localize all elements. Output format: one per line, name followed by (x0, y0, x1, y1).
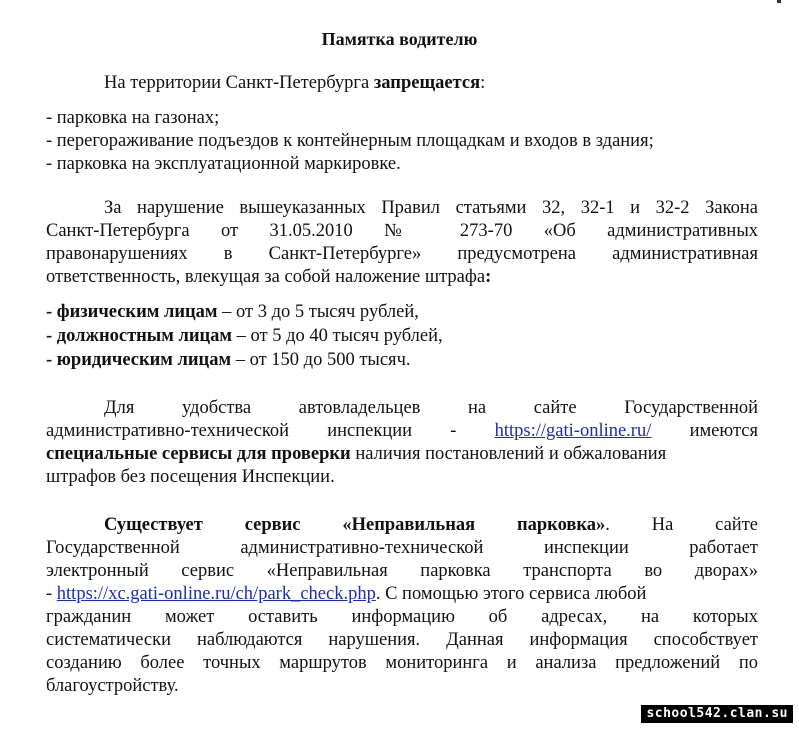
fine-item: - физическим лицам – от 3 до 5 тысяч рублей, (46, 302, 419, 322)
service-line: систематически наблюдаются нарушения. Данная информация способствует (46, 630, 758, 650)
gati-line: специальные сервисы для проверки наличия постановлений и обжалования (46, 444, 667, 464)
service-line: электронный сервис «Неправильная парковка транспорта во дворах» (46, 561, 758, 581)
penalty-line: Санкт-Петербурга от 31.05.2010 № 273-70 «Об административных (46, 221, 758, 241)
penalty-line: За нарушение вышеуказанных Правил статьями 32, 32-1 и 32-2 Закона (104, 198, 758, 218)
prohibited-item: - перегораживание подъездов к контейнерным площадкам и входов в здания; (46, 131, 654, 151)
site-watermark: school542.clan.su (641, 705, 793, 723)
fine-item: - должностным лицам – от 5 до 40 тысяч рублей, (46, 326, 443, 346)
service-line: Государственной административно-технической инспекции работает (46, 538, 758, 558)
penalty-line: правонарушениях в Санкт-Петербурге» предусмотрена административная (46, 244, 758, 264)
gati-line: административно-технической инспекции - https://gati-online.ru/ имеются (46, 421, 758, 441)
scan-mark (777, 0, 781, 3)
intro-bold: запрещается (373, 73, 481, 93)
service-line: - https://xc.gati-online.ru/ch/park_check.php. С помощью этого сервиса любой (46, 584, 647, 604)
fine-item: - юридическим лицам – от 150 до 500 тысяч. (46, 350, 411, 370)
service-line: гражданин может оставить информацию об адресах, на которых (46, 607, 758, 627)
park-check-link[interactable]: https://xc.gati-online.ru/ch/park_check.php (56, 584, 376, 604)
prohibited-item: - парковка на газонах; (46, 108, 220, 128)
service-line: созданию более точных маршрутов мониторинга и анализа предложений по (46, 653, 758, 673)
service-line: Существует сервис «Неправильная парковка». На сайте (104, 515, 758, 535)
penalty-line: ответственность, влекущая за собой наложение штрафа: (46, 267, 492, 287)
page-title: Памятка водителю (321, 29, 478, 49)
gati-line: Для удобства автовладельцев на сайте Государственной (104, 398, 758, 418)
gati-line: штрафов без посещения Инспекции. (46, 467, 335, 487)
intro-line: На территории Санкт-Петербурга запрещается: (104, 73, 486, 93)
prohibited-item: - парковка на эксплуатационной маркировке. (46, 154, 401, 174)
gati-site-link[interactable]: https://gati-online.ru/ (494, 421, 652, 441)
service-line: благоустройству. (46, 676, 179, 696)
